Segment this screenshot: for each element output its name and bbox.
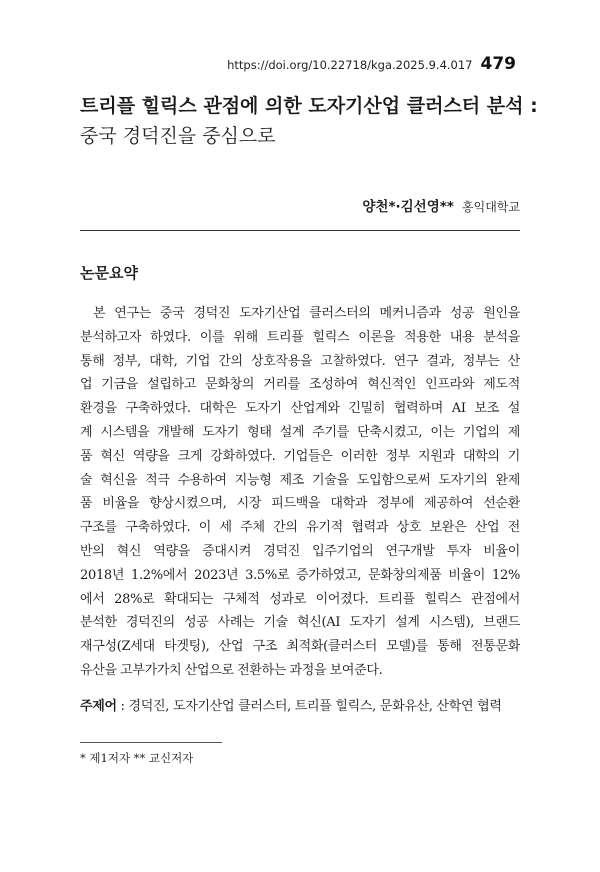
abstract-line: 재구성(Z세대 타겟팅), 산업 구조 최적화(클러스터 모델)를 통해 전통문화 [80,639,520,655]
abstract-heading: 논문요약 [80,264,138,282]
keywords-separator: : [116,699,129,714]
keywords-label: 주제어 [80,699,117,714]
abstract-line: 환경을 구축하였다. 대학은 도자기 산업계와 긴밀히 협력하며 AI 보조 설 [80,401,520,417]
paper-subtitle: 중국 경덕진을 중심으로 [80,125,276,147]
author-line [362,195,520,215]
keywords-text: 경덕진, 도자기산업 클러스터, 트리플 힐릭스, 문화유산, 산학연 협력 [128,699,502,714]
abstract-line: 2018년 1.2%에서 2023년 3.5%로 증가하였고, 문화창의제품 비율이 12% [80,567,520,583]
abstract-line: 분석한 경덕진의 성공 사례는 기술 혁신(AI 도자기 설계 시스템), 브랜드 [80,615,520,631]
abstract-line: 에서 28%로 확대되는 구체적 성과로 이어졌다. 트리플 힐릭스 관점에서 [80,591,520,607]
doi-link[interactable]: https://doi.org/10.22718/kga.2025.9.4.017 [227,58,473,72]
abstract-line: 통해 정부, 대학, 기업 간의 상호작용을 고찰하였다. 연구 결과, 정부는 산 [80,353,520,369]
page-number: 479 [480,54,516,74]
abstract-line: 유산을 고부가가치 산업으로 전환하는 과정을 보여준다. [80,662,383,678]
abstract-line: 품 혁신 역량을 크게 강화하였다. 기업들은 이러한 정부 지원과 대학의 기 [80,448,520,464]
abstract-line: 분석하고자 하였다. 이를 위해 트리플 힐릭스 이론을 적용한 내용 분석을 [80,329,520,345]
abstract-line: 구조를 구축하였다. 이 세 주체 간의 유기적 협력과 상호 보완은 산업 전 [80,520,520,536]
abstract-line: 본 연구는 중국 경덕진 도자기산업 클러스터의 메커니즘과 성공 원인을 [93,306,520,321]
abstract-line: 반의 혁신 역량을 증대시켜 경덕진 입주기업의 연구개발 투자 비율이 [80,543,520,559]
footnote: * 제1저자 ** 교신저자 [80,751,194,765]
author-affiliation: 홍익대학교 [462,200,520,214]
author-names: 양천*·김선영** [362,199,454,215]
paper-title: 트리플 힐릭스 관점에 의한 도자기산업 클러스터 분석 : [80,95,538,117]
abstract-line: 계 시스템을 개발해 도자기 형태 설계 주기를 단축시켰고, 이는 기업의 제 [80,424,520,440]
abstract-line: 술 혁신을 적극 수용하여 지능형 제조 기술을 도입함으로써 도자기의 완제 [80,472,520,488]
keywords [80,695,502,714]
abstract-body [80,302,520,683]
abstract-line: 품 비율을 향상시켰으며, 시장 피드백을 대학과 정부에 제공하여 선순환 [80,496,520,512]
footnote-divider [80,742,222,743]
page-header [227,54,516,74]
title-divider [80,230,520,231]
abstract-line: 업 기금을 설립하고 문화창의 거리를 조성하여 혁신적인 인프라와 제도적 [80,377,520,393]
